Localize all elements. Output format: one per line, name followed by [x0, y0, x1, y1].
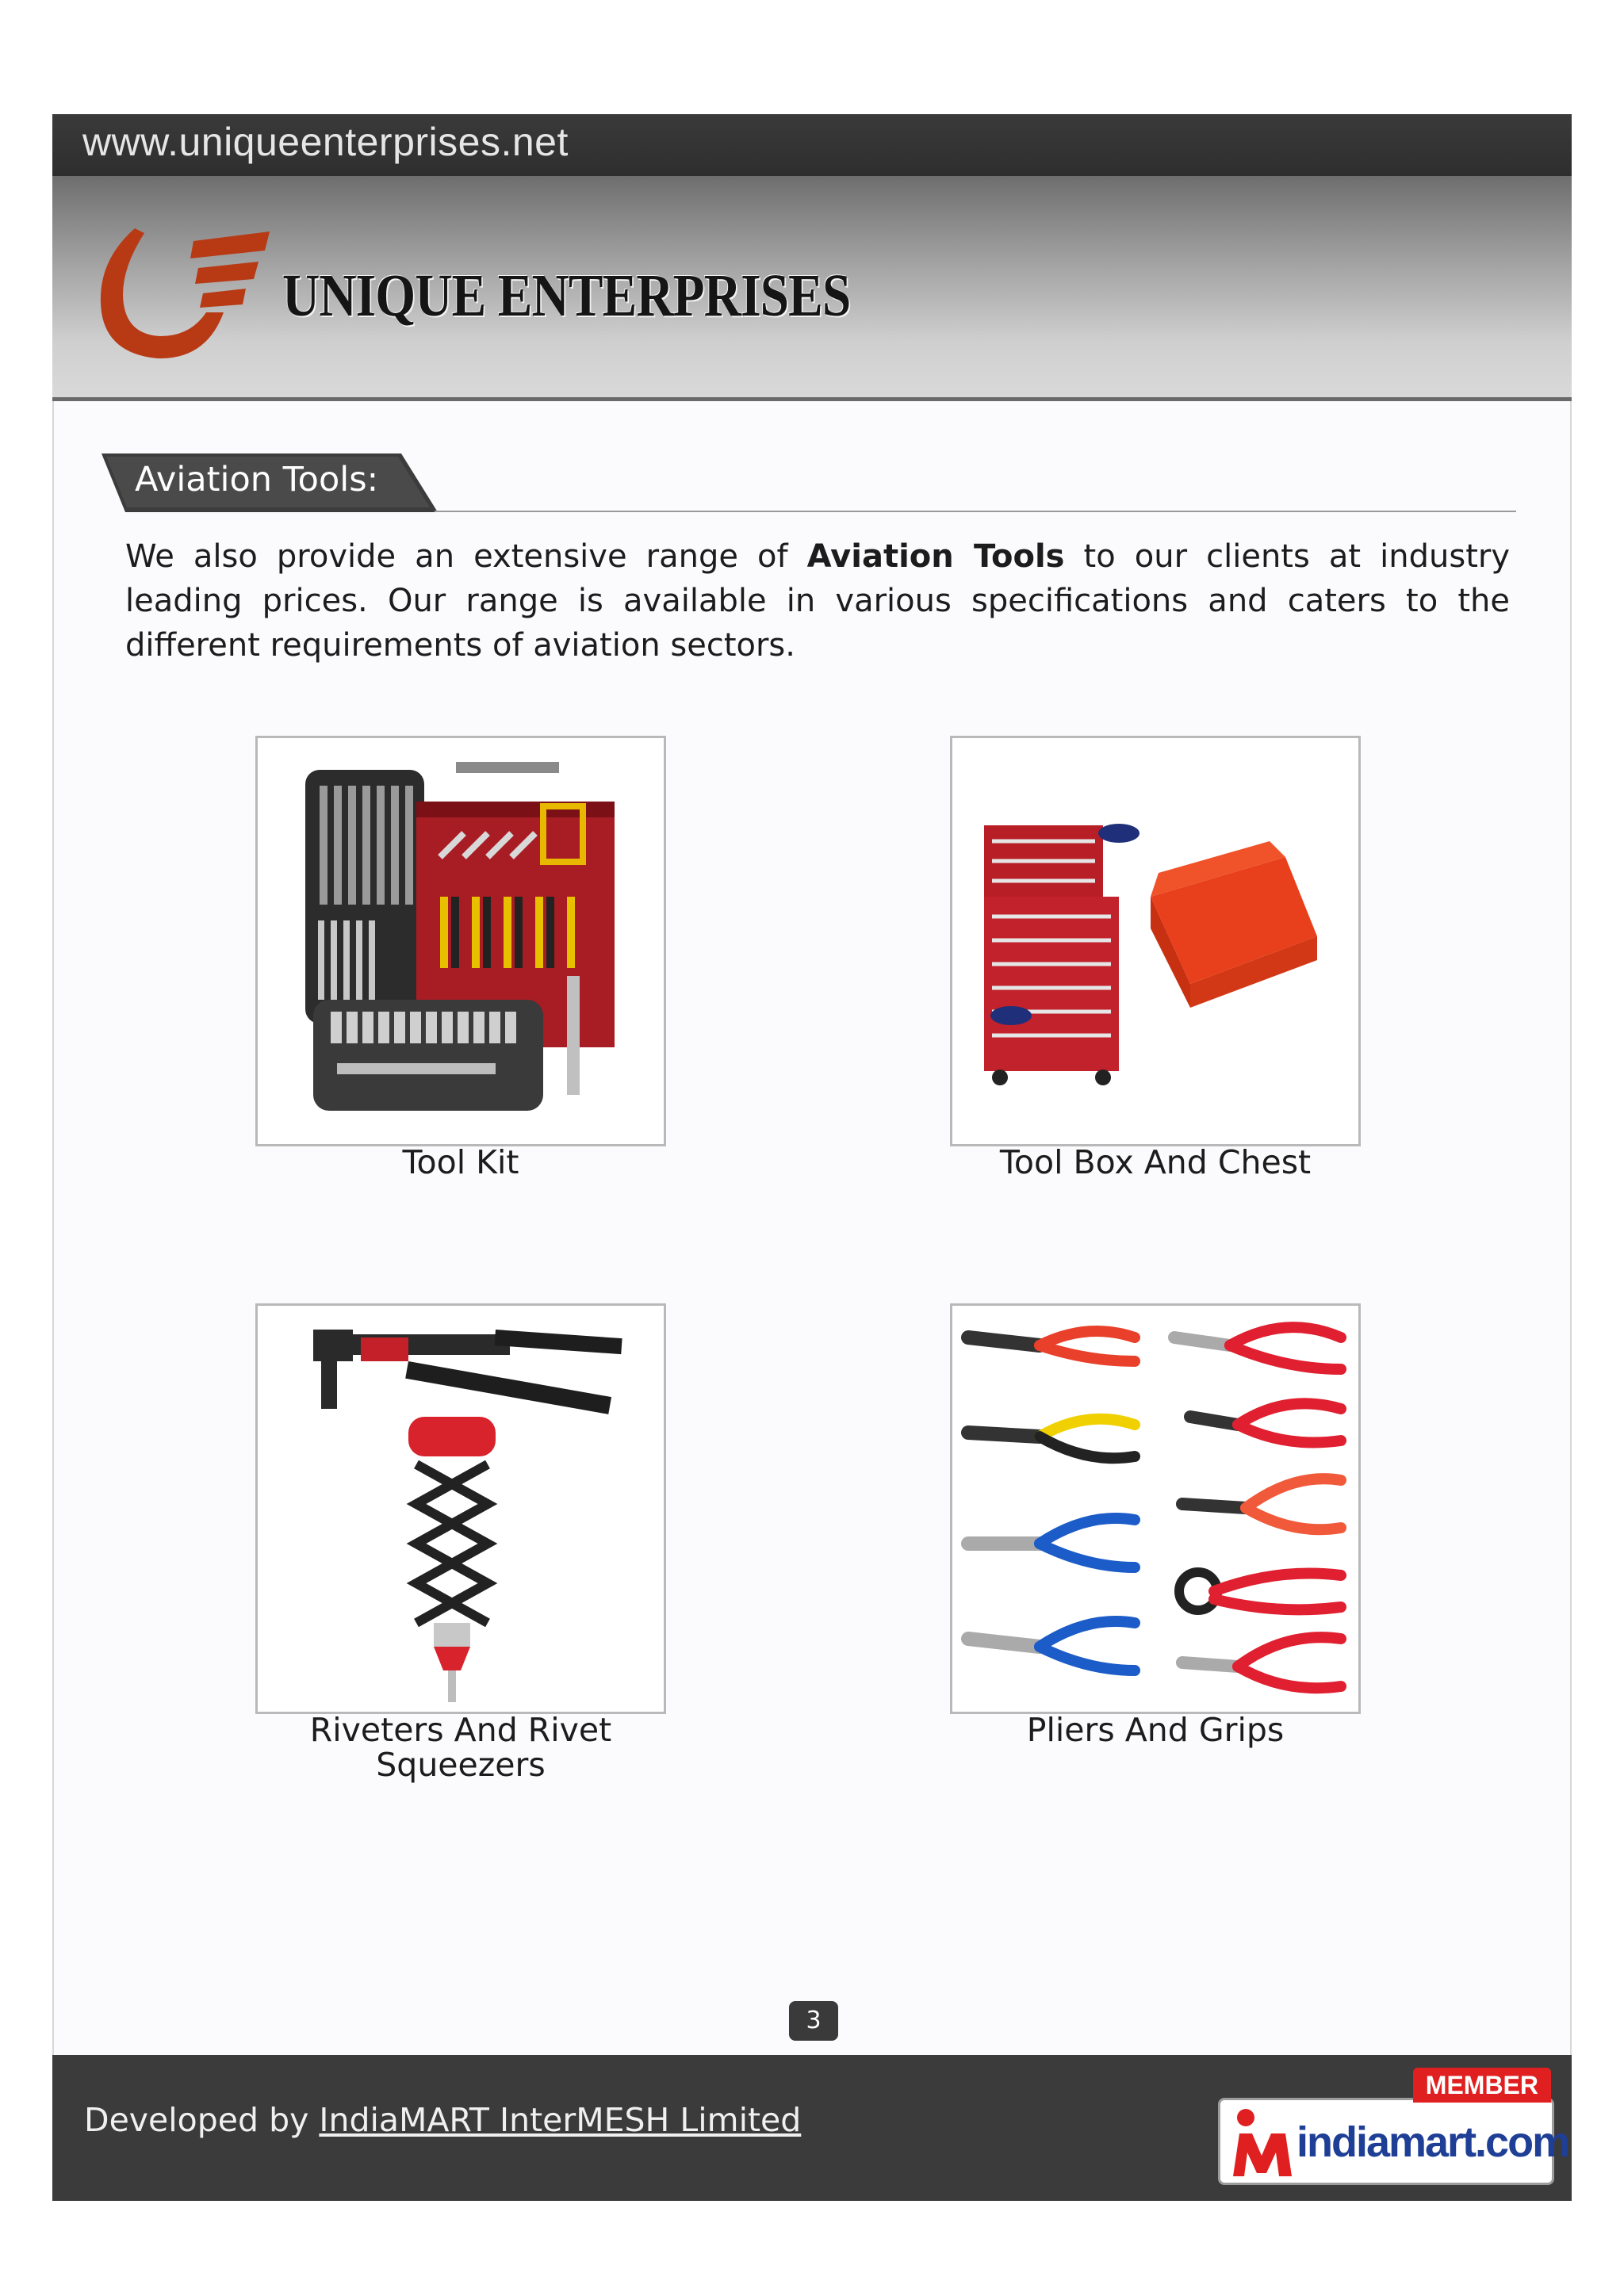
intro-text-bold: Aviation Tools	[806, 538, 1065, 575]
company-logo-icon	[87, 217, 270, 365]
product-image-tool-kit[interactable]	[255, 736, 666, 1146]
intro-paragraph	[125, 534, 1510, 668]
footer-developed-by: Developed by	[84, 2101, 320, 2139]
footer-bar	[52, 2055, 1572, 2201]
member-label: MEMBER	[1413, 2068, 1551, 2103]
product-caption-tool-kit[interactable]: Tool Kit	[402, 1143, 519, 1181]
intro-text-start: We also provide an extensive range of	[125, 538, 807, 575]
url-bar	[52, 114, 1572, 176]
indiamart-link[interactable]: IndiaMART InterMESH Limited	[319, 2101, 802, 2139]
product-caption-tool-chest[interactable]: Tool Box And Chest	[999, 1143, 1312, 1181]
product-caption-riveter[interactable]	[255, 1712, 666, 1782]
indiamart-wordmark: indiamart.com	[1297, 2118, 1569, 2166]
company-name: UNIQUE ENTERPRISES	[282, 262, 851, 329]
caption-line-1: Riveters And Rivet	[309, 1711, 612, 1749]
footer-credit	[84, 2101, 801, 2139]
indiamart-logo-box	[1218, 2098, 1569, 2185]
page-number: 3	[789, 2001, 838, 2041]
product-image-riveter[interactable]	[255, 1303, 666, 1714]
indiamart-member-badge[interactable]	[1216, 2068, 1569, 2187]
pliers-icon	[952, 1306, 1358, 1712]
indiamart-m-icon	[1228, 2107, 1297, 2179]
tool-kit-icon	[258, 738, 664, 1144]
intro-text-end: to our clients at industry leading prices. Our range is available in various specifications and caters to the different requirements of aviation sectors.	[125, 538, 1511, 664]
product-caption-pliers[interactable]: Pliers And Grips	[1026, 1711, 1285, 1749]
product-image-pliers[interactable]	[950, 1303, 1361, 1714]
riveter-icon	[258, 1306, 664, 1712]
product-image-tool-chest[interactable]	[950, 736, 1361, 1146]
section-title: Aviation Tools:	[135, 460, 379, 499]
section-divider	[435, 511, 1516, 512]
website-url[interactable]: www.uniqueenterprises.net	[82, 120, 569, 164]
company-header	[52, 176, 1572, 401]
tool-chest-icon	[952, 738, 1358, 1144]
caption-line-2: Squeezers	[376, 1746, 546, 1784]
